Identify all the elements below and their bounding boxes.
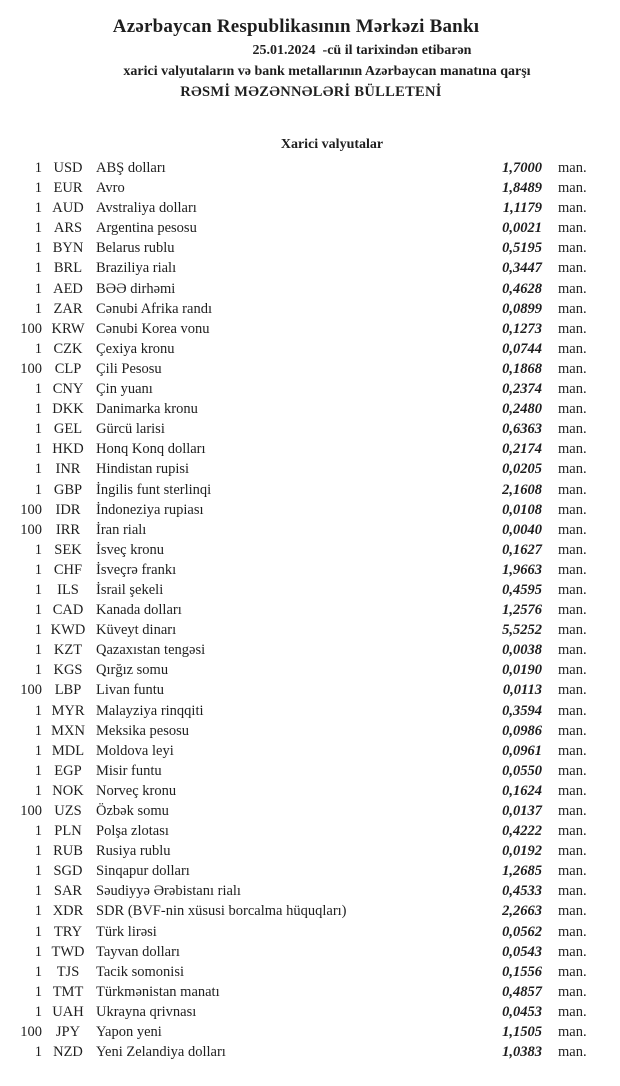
rate-value: 1,2685 <box>502 863 542 880</box>
rate-row <box>0 319 620 339</box>
currency-code: RUB <box>53 843 83 860</box>
currency-code: BRL <box>53 260 83 277</box>
currency-code: GEL <box>53 421 83 438</box>
unit-label: man. <box>558 782 587 799</box>
currency-code: UAH <box>52 1003 84 1020</box>
unit-quantity: 1 <box>34 702 42 719</box>
section-heading-foreign-currencies: Xarici valyutalar <box>280 137 384 152</box>
unit-quantity: 1 <box>34 983 42 1000</box>
unit-quantity: 1 <box>34 883 42 900</box>
unit-quantity: 1 <box>34 923 42 940</box>
currency-name: Yeni Zelandiya dolları <box>96 1044 226 1061</box>
currency-name: Çexiya kronu <box>96 340 175 357</box>
unit-label: man. <box>558 260 587 277</box>
rate-row <box>0 680 620 700</box>
currency-name: Meksika pesosu <box>96 722 190 739</box>
currency-name: Tayvan dolları <box>96 943 180 960</box>
currency-name: Küveyt dinarı <box>96 622 177 639</box>
rate-row <box>0 620 620 640</box>
unit-label: man. <box>558 943 587 960</box>
rate-row <box>0 258 620 278</box>
unit-quantity: 1 <box>34 280 42 297</box>
currency-code: JPY <box>55 1024 81 1041</box>
rate-value: 0,1868 <box>502 360 542 377</box>
unit-quantity: 1 <box>34 843 42 860</box>
currency-code: BYN <box>52 240 84 257</box>
unit-label: man. <box>558 983 587 1000</box>
unit-quantity: 1 <box>34 782 42 799</box>
unit-quantity: 1 <box>34 1044 42 1061</box>
currency-name: Braziliya rialı <box>96 260 177 277</box>
unit-quantity: 1 <box>34 340 42 357</box>
rate-value: 1,9663 <box>502 561 542 578</box>
currency-name: Ukrayna qrivnası <box>96 1003 197 1020</box>
unit-quantity: 100 <box>20 320 42 337</box>
currency-code: ILS <box>57 581 79 598</box>
currency-code: PLN <box>54 823 82 840</box>
currency-code: UZS <box>54 803 82 819</box>
unit-label: man. <box>558 561 587 578</box>
rate-value: 5,5252 <box>502 622 542 639</box>
currency-code: ZAR <box>53 300 83 317</box>
currency-code: KRW <box>51 320 85 337</box>
currency-code: GBP <box>53 481 83 498</box>
unit-quantity: 1 <box>34 401 42 418</box>
exchange-rate-table <box>0 158 620 1062</box>
unit-label: man. <box>558 662 587 679</box>
unit-quantity: 1 <box>34 943 42 960</box>
currency-code: KGS <box>53 662 83 679</box>
rate-value: 1,0383 <box>502 1044 542 1061</box>
rate-value: 0,0040 <box>502 521 542 538</box>
rate-value: 0,0986 <box>502 722 542 739</box>
unit-label: man. <box>558 581 587 598</box>
rate-value: 0,2480 <box>502 401 542 418</box>
currency-name: İran rialı <box>96 521 147 538</box>
currency-name: Belarus rublu <box>96 240 175 257</box>
currency-name: Kanada dolları <box>96 602 182 619</box>
rate-row <box>0 500 620 520</box>
currency-name: İsveç kronu <box>96 541 165 558</box>
unit-label: man. <box>558 461 587 478</box>
bank-title: Azərbaycan Respublikasının Mərkəzi Bankı <box>112 16 480 37</box>
currency-name: Cənubi Korea vonu <box>96 320 210 337</box>
rate-value: 0,2374 <box>502 381 542 398</box>
unit-quantity: 1 <box>34 180 42 197</box>
unit-quantity: 1 <box>34 581 42 598</box>
rate-row <box>0 238 620 258</box>
currency-name: BƏƏ dirhəmi <box>96 280 176 297</box>
rate-value: 0,0113 <box>502 682 542 699</box>
currency-name: SDR (BVF-nin xüsusi borcalma hüquqları) <box>96 903 347 920</box>
unit-quantity: 1 <box>34 220 42 237</box>
unit-quantity: 100 <box>20 360 42 377</box>
unit-label: man. <box>558 300 587 317</box>
currency-code: IRR <box>55 521 81 538</box>
currency-code: TRY <box>53 923 83 940</box>
rate-row <box>0 600 620 620</box>
document-header <box>0 0 620 103</box>
rate-row <box>0 721 620 741</box>
unit-quantity: 1 <box>34 762 42 779</box>
rate-row <box>0 419 620 439</box>
rate-value: 0,0543 <box>502 943 542 960</box>
rate-value: 0,3594 <box>502 702 542 719</box>
currency-name: Rusiya rublu <box>96 843 171 860</box>
unit-quantity: 1 <box>34 481 42 498</box>
rate-value: 0,5195 <box>502 240 542 257</box>
rate-value: 0,1556 <box>502 963 542 980</box>
currency-name: Türkmənistan manatı <box>96 983 220 1000</box>
currency-code: CAD <box>52 602 84 619</box>
rate-row <box>0 741 620 761</box>
rate-row <box>0 841 620 861</box>
currency-name: İngilis funt sterlinqi <box>96 481 212 498</box>
currency-code: KZT <box>53 642 83 659</box>
rate-value: 0,0961 <box>502 742 542 759</box>
currency-code: ARS <box>53 220 83 237</box>
rate-value: 2,1608 <box>502 481 542 498</box>
rate-row <box>0 359 620 379</box>
rate-value: 1,1179 <box>502 200 542 217</box>
currency-name: Səudiyyə Ərəbistanı rialı <box>96 883 241 900</box>
rate-row <box>0 198 620 218</box>
currency-name: Polşa zlotası <box>96 823 169 840</box>
subject-line: xarici valyutaların və bank metallarının Azərbaycan manatına qarşı <box>123 64 531 79</box>
rate-value: 0,4222 <box>502 823 542 840</box>
rate-row <box>0 901 620 921</box>
rate-value: 0,2174 <box>502 441 542 458</box>
rate-row <box>0 761 620 781</box>
currency-code: TWD <box>51 943 85 960</box>
currency-code: NOK <box>52 782 84 799</box>
rate-value: 0,0550 <box>502 762 542 779</box>
unit-label: man. <box>558 381 587 398</box>
rate-row <box>0 982 620 1002</box>
rate-value: 0,0192 <box>502 843 542 860</box>
rate-row <box>0 1042 620 1062</box>
rate-row <box>0 218 620 238</box>
currency-code: EGP <box>54 762 82 779</box>
currency-code: INR <box>55 461 81 478</box>
rate-row <box>0 540 620 560</box>
currency-code: IDR <box>55 501 81 518</box>
currency-name: Tacik somonisi <box>96 963 184 980</box>
rate-value: 0,6363 <box>502 421 542 438</box>
unit-label: man. <box>558 441 587 458</box>
unit-label: man. <box>558 682 587 699</box>
currency-code: HKD <box>52 441 84 458</box>
rate-row <box>0 560 620 580</box>
effective-date-line: 25.01.2024 -cü il tarixindən etibarən <box>252 43 472 58</box>
unit-quantity: 1 <box>34 903 42 920</box>
unit-quantity: 1 <box>34 722 42 739</box>
currency-code: AED <box>53 280 83 297</box>
unit-label: man. <box>558 401 587 418</box>
currency-name: Çili Pesosu <box>96 360 162 377</box>
rate-row <box>0 1002 620 1022</box>
unit-quantity: 100 <box>20 521 42 538</box>
rate-value: 0,0744 <box>502 340 542 357</box>
currency-code: MXN <box>51 722 85 739</box>
rate-value: 0,1624 <box>502 782 542 799</box>
currency-code: TJS <box>56 963 80 980</box>
rate-row <box>0 781 620 801</box>
rate-row <box>0 881 620 901</box>
rate-value: 0,3447 <box>502 260 542 277</box>
rate-row <box>0 279 620 299</box>
currency-code: SAR <box>53 883 83 900</box>
currency-code: MDL <box>51 742 85 759</box>
rate-row <box>0 379 620 399</box>
unit-quantity: 1 <box>34 461 42 478</box>
unit-label: man. <box>558 803 587 819</box>
unit-quantity: 1 <box>34 441 42 458</box>
rate-row <box>0 480 620 500</box>
rate-value: 0,0899 <box>502 300 542 317</box>
currency-name: Gürcü larisi <box>96 421 165 438</box>
unit-label: man. <box>558 903 587 920</box>
currency-code: AUD <box>52 200 84 217</box>
unit-quantity: 1 <box>34 381 42 398</box>
unit-label: man. <box>558 541 587 558</box>
unit-quantity: 1 <box>34 260 42 277</box>
unit-quantity: 100 <box>20 1024 42 1041</box>
unit-quantity: 1 <box>34 1003 42 1020</box>
unit-label: man. <box>558 1024 587 1041</box>
unit-label: man. <box>558 481 587 498</box>
unit-label: man. <box>558 501 587 518</box>
unit-label: man. <box>558 521 587 538</box>
currency-name: Honq Konq dolları <box>96 441 206 458</box>
currency-name: ABŞ dolları <box>96 160 166 176</box>
unit-label: man. <box>558 220 587 237</box>
unit-quantity: 1 <box>34 541 42 558</box>
unit-label: man. <box>558 602 587 619</box>
currency-name: İsrail şekeli <box>96 581 164 598</box>
unit-label: man. <box>558 742 587 759</box>
rate-value: 0,4533 <box>502 883 542 900</box>
currency-name: Avstraliya dolları <box>96 200 197 217</box>
unit-label: man. <box>558 280 587 297</box>
unit-quantity: 1 <box>34 742 42 759</box>
currency-name: Malayziya rinqqiti <box>96 702 204 719</box>
unit-label: man. <box>558 762 587 779</box>
rate-row <box>0 399 620 419</box>
unit-quantity: 1 <box>34 602 42 619</box>
unit-label: man. <box>558 923 587 940</box>
rate-row <box>0 962 620 982</box>
unit-label: man. <box>558 1044 587 1061</box>
rate-row <box>0 801 620 821</box>
currency-name: Danimarka kronu <box>96 401 198 418</box>
currency-code: SGD <box>53 863 83 880</box>
currency-name: Norveç kronu <box>96 782 177 799</box>
currency-code: CHF <box>53 561 83 578</box>
rate-row <box>0 1022 620 1042</box>
rate-row <box>0 580 620 600</box>
currency-name: İndoneziya rupiası <box>96 501 204 518</box>
rate-value: 0,0190 <box>502 662 542 679</box>
currency-code: TMT <box>52 983 84 1000</box>
unit-quantity: 1 <box>34 200 42 217</box>
currency-code: USD <box>53 160 83 176</box>
unit-quantity: 1 <box>34 662 42 679</box>
unit-quantity: 1 <box>34 963 42 980</box>
rate-value: 0,4595 <box>502 581 542 598</box>
rate-value: 1,1505 <box>502 1024 542 1041</box>
rate-value: 1,7000 <box>502 160 542 176</box>
unit-label: man. <box>558 180 587 197</box>
unit-quantity: 1 <box>34 421 42 438</box>
rate-row <box>0 701 620 721</box>
unit-label: man. <box>558 622 587 639</box>
unit-label: man. <box>558 240 587 257</box>
currency-code: EUR <box>53 180 83 197</box>
rate-row <box>0 821 620 841</box>
unit-quantity: 1 <box>34 622 42 639</box>
unit-label: man. <box>558 360 587 377</box>
rate-row <box>0 178 620 198</box>
unit-quantity: 100 <box>20 501 42 518</box>
rate-value: 1,8489 <box>502 180 542 197</box>
currency-code: NZD <box>53 1044 83 1061</box>
rate-row <box>0 660 620 680</box>
rate-value: 0,0137 <box>502 803 542 819</box>
currency-code: SEK <box>54 541 82 558</box>
currency-name: Moldova leyi <box>96 742 174 759</box>
rate-value: 0,0205 <box>502 461 542 478</box>
currency-name: Türk lirəsi <box>96 923 157 940</box>
currency-code: CLP <box>54 360 82 377</box>
rate-value: 0,0021 <box>502 220 542 237</box>
currency-name: Hindistan rupisi <box>96 461 190 478</box>
currency-name: Yapon yeni <box>96 1024 162 1041</box>
rate-value: 0,4857 <box>502 983 542 1000</box>
unit-label: man. <box>558 160 587 176</box>
unit-label: man. <box>558 702 587 719</box>
rate-value: 0,0562 <box>502 923 542 940</box>
rate-value: 1,2576 <box>502 602 542 619</box>
bulletin-title: RƏSMİ MƏZƏNNƏLƏRİ BÜLLETENİ <box>180 84 442 100</box>
unit-label: man. <box>558 200 587 217</box>
rate-row <box>0 459 620 479</box>
currency-code: CZK <box>53 340 83 357</box>
currency-name: Qırğız somu <box>96 662 169 679</box>
unit-quantity: 1 <box>34 823 42 840</box>
unit-quantity: 1 <box>34 561 42 578</box>
currency-name: Qazaxıstan tengəsi <box>96 642 206 659</box>
rate-row <box>0 339 620 359</box>
rate-row <box>0 922 620 942</box>
rate-row <box>0 640 620 660</box>
currency-code: MYR <box>51 702 85 719</box>
unit-quantity: 1 <box>34 300 42 317</box>
unit-label: man. <box>558 421 587 438</box>
unit-label: man. <box>558 722 587 739</box>
unit-label: man. <box>558 863 587 880</box>
rate-value: 0,4628 <box>502 280 542 297</box>
currency-name: Özbək somu <box>96 803 169 819</box>
rate-value: 0,0038 <box>502 642 542 659</box>
currency-code: XDR <box>52 903 84 920</box>
unit-quantity: 1 <box>34 160 42 176</box>
unit-label: man. <box>558 843 587 860</box>
unit-quantity: 1 <box>34 240 42 257</box>
rate-row <box>0 520 620 540</box>
currency-name: Cənubi Afrika randı <box>96 300 212 317</box>
rate-value: 0,1627 <box>502 541 542 558</box>
rate-row <box>0 299 620 319</box>
currency-code: CNY <box>52 381 84 398</box>
currency-code: DKK <box>52 401 84 418</box>
rate-value: 2,2663 <box>502 903 542 920</box>
unit-quantity: 100 <box>20 803 42 819</box>
rate-value: 0,0453 <box>502 1003 542 1020</box>
unit-quantity: 1 <box>34 863 42 880</box>
unit-label: man. <box>558 883 587 900</box>
currency-name: Avro <box>96 180 125 197</box>
currency-name: İsveçrə frankı <box>96 561 177 578</box>
unit-label: man. <box>558 340 587 357</box>
unit-label: man. <box>558 642 587 659</box>
currency-name: Livan funtu <box>96 682 165 699</box>
rate-row <box>0 861 620 881</box>
currency-name: Çin yuanı <box>96 381 153 398</box>
currency-code: KWD <box>50 622 86 639</box>
rate-row <box>0 942 620 962</box>
currency-name: Argentina pesosu <box>96 220 197 237</box>
unit-quantity: 1 <box>34 642 42 659</box>
unit-label: man. <box>558 963 587 980</box>
currency-name: Sinqapur dolları <box>96 863 190 880</box>
rate-value: 0,0108 <box>502 501 542 518</box>
currency-name: Misir funtu <box>96 762 162 779</box>
unit-quantity: 100 <box>20 682 42 699</box>
unit-label: man. <box>558 1003 587 1020</box>
currency-code: LBP <box>54 682 82 699</box>
rate-row <box>0 158 620 178</box>
unit-label: man. <box>558 823 587 840</box>
unit-label: man. <box>558 320 587 337</box>
rate-value: 0,1273 <box>502 320 542 337</box>
rate-row <box>0 439 620 459</box>
